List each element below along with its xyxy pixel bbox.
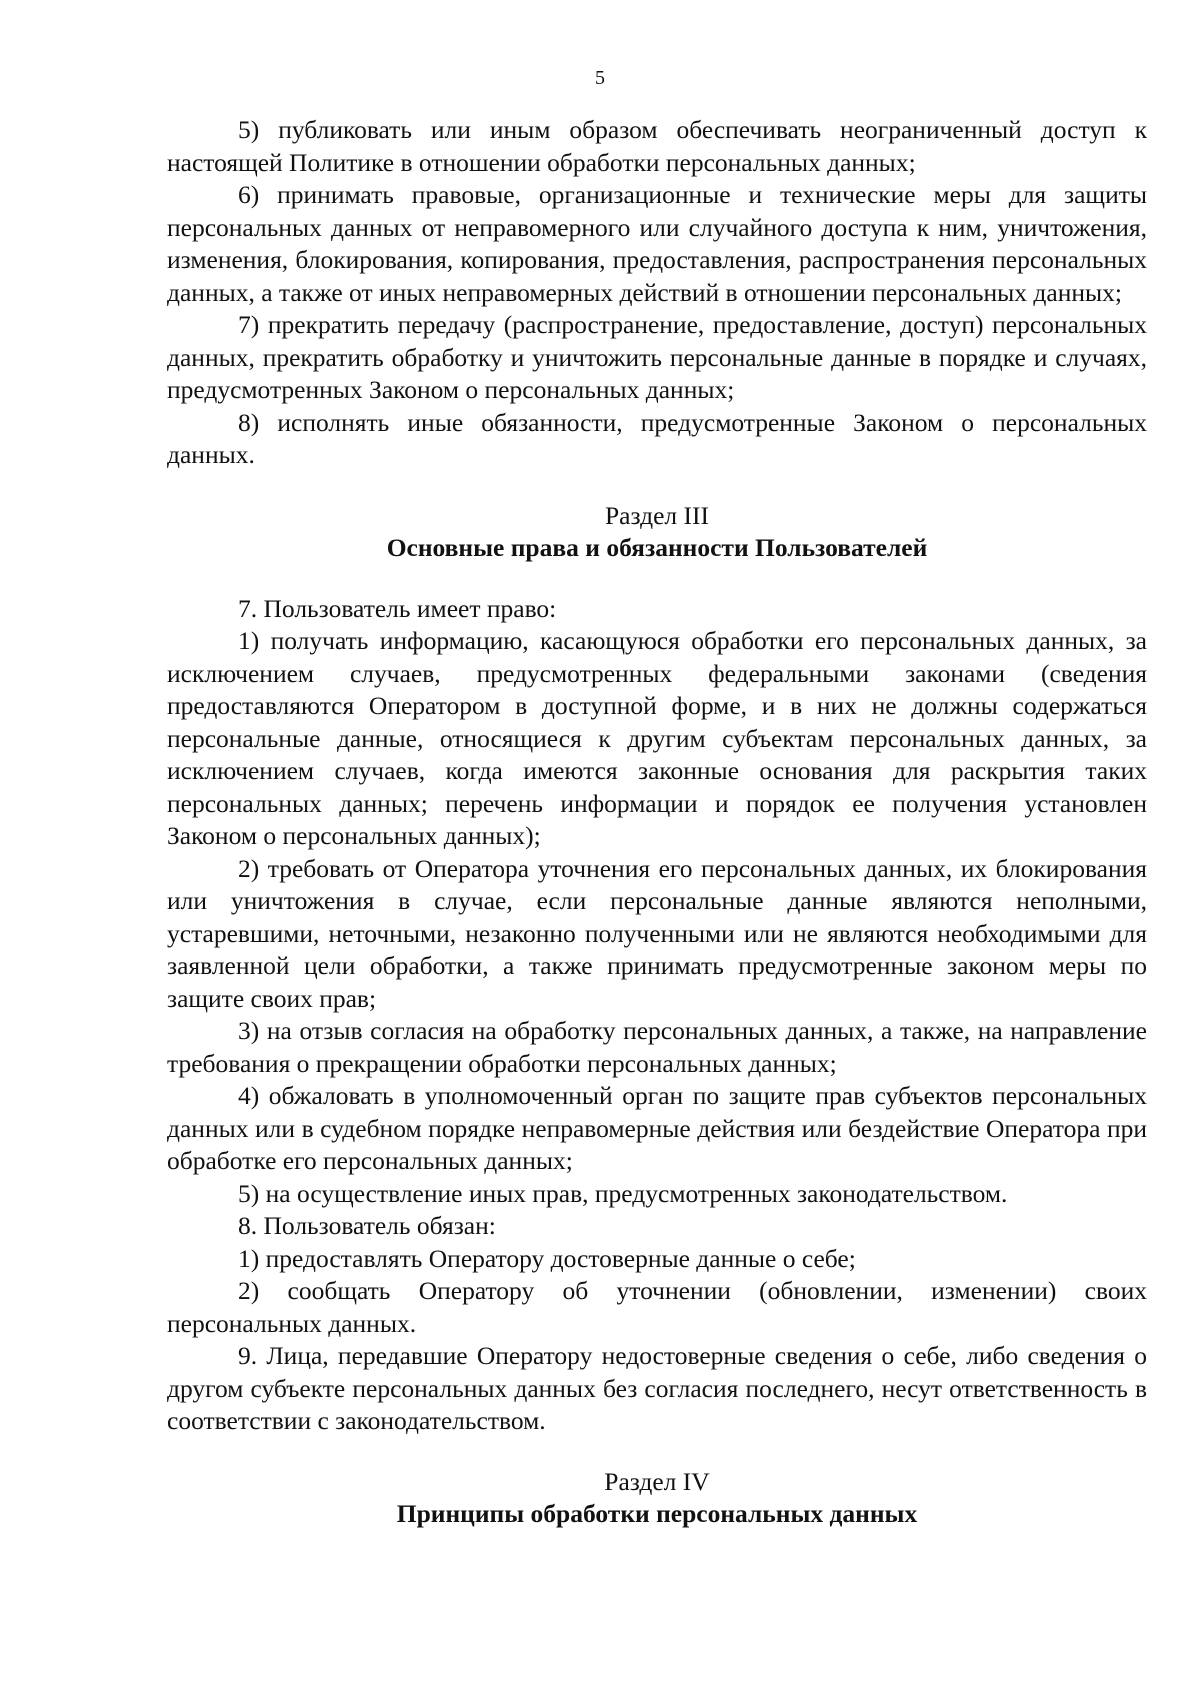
section-spacer bbox=[167, 565, 1147, 593]
section-3-heading: Основные права и обязанности Пользователей bbox=[386, 533, 928, 562]
clause-paragraph: 9. Лица, передавшие Оператору недостоверные сведения о себе, либо сведения о другом субъекте персональных данных без согласия последнего, несут ответственность в соответствии с законодательством. bbox=[167, 1341, 1147, 1435]
section-3-label: Раздел III bbox=[605, 500, 709, 530]
list-item: 2) сообщать Оператору об уточнении (обновлении, изменении) своих персональных данных. bbox=[167, 1276, 1147, 1338]
section-spacer bbox=[167, 472, 1147, 500]
section-4-heading: Принципы обработки персональных данных bbox=[396, 1499, 918, 1528]
list-item: 4) обжаловать в уполномоченный орган по защите прав субъектов персональных данных или в судебном порядке неправомерные действия или бездействие Оператора при обработке его персональных данных; bbox=[167, 1081, 1147, 1175]
list-item: 6) принимать правовые, организационные и технические меры для защиты персональных данных от неправомерного или случайного доступа к ним, уничтожения, изменения, блокирования, копирования, предоставления, распространения персональных данных, а также от иных неправомерных действий в отношении персональных данных; bbox=[167, 180, 1147, 307]
list-item: 5) публиковать или иным образом обеспечивать неограниченный доступ к настоящей Политике в отношении обработки персональных данных; bbox=[167, 115, 1147, 177]
document-body bbox=[167, 114, 1147, 1531]
list-item: 3) на отзыв согласия на обработку персональных данных, а также, на направление требования о прекращении обработки персональных данных; bbox=[167, 1016, 1147, 1078]
list-item: 7) прекратить передачу (распространение, предоставление, доступ) персональных данных, прекратить обработку и уничтожить персональные данные в порядке и случаях, предусмотренных Законом о персональных данных; bbox=[167, 310, 1147, 404]
list-item: 5) на осуществление иных прав, предусмотренных законодательством. bbox=[238, 1178, 1008, 1208]
list-item: 2) требовать от Оператора уточнения его персональных данных, их блокирования или уничтожения в случае, если персональные данные являются неполными, устаревшими, неточными, незаконно полученными или не являются необходимыми для заявленной цели обработки, а также принимать предусмотренные законом меры по защите своих прав; bbox=[167, 853, 1147, 1013]
clause-heading: 8. Пользователь обязан: bbox=[238, 1211, 496, 1240]
section-spacer bbox=[167, 1438, 1147, 1466]
page-number: 5 bbox=[595, 67, 605, 89]
list-item: 8) исполнять иные обязанности, предусмотренные Законом о персональных данных. bbox=[167, 407, 1147, 469]
list-item: 1) получать информацию, касающуюся обработки его персональных данных, за исключением случаев, предусмотренных федеральными законами (сведения предоставляются Оператором в доступной форме, и в них не должны содержаться персональные данные, относящиеся к другим субъектам персональных данных, за исключением случаев, когда имеются законные основания для раскрытия таких персональных данных; перечень информации и порядок ее получения установлен Законом о персональных данных); bbox=[167, 626, 1147, 850]
clause-heading: 7. Пользователь имеет право: bbox=[238, 593, 557, 623]
list-item: 1) предоставлять Оператору достоверные данные о себе; bbox=[238, 1243, 856, 1273]
section-4-label: Раздел IV bbox=[604, 1466, 710, 1496]
